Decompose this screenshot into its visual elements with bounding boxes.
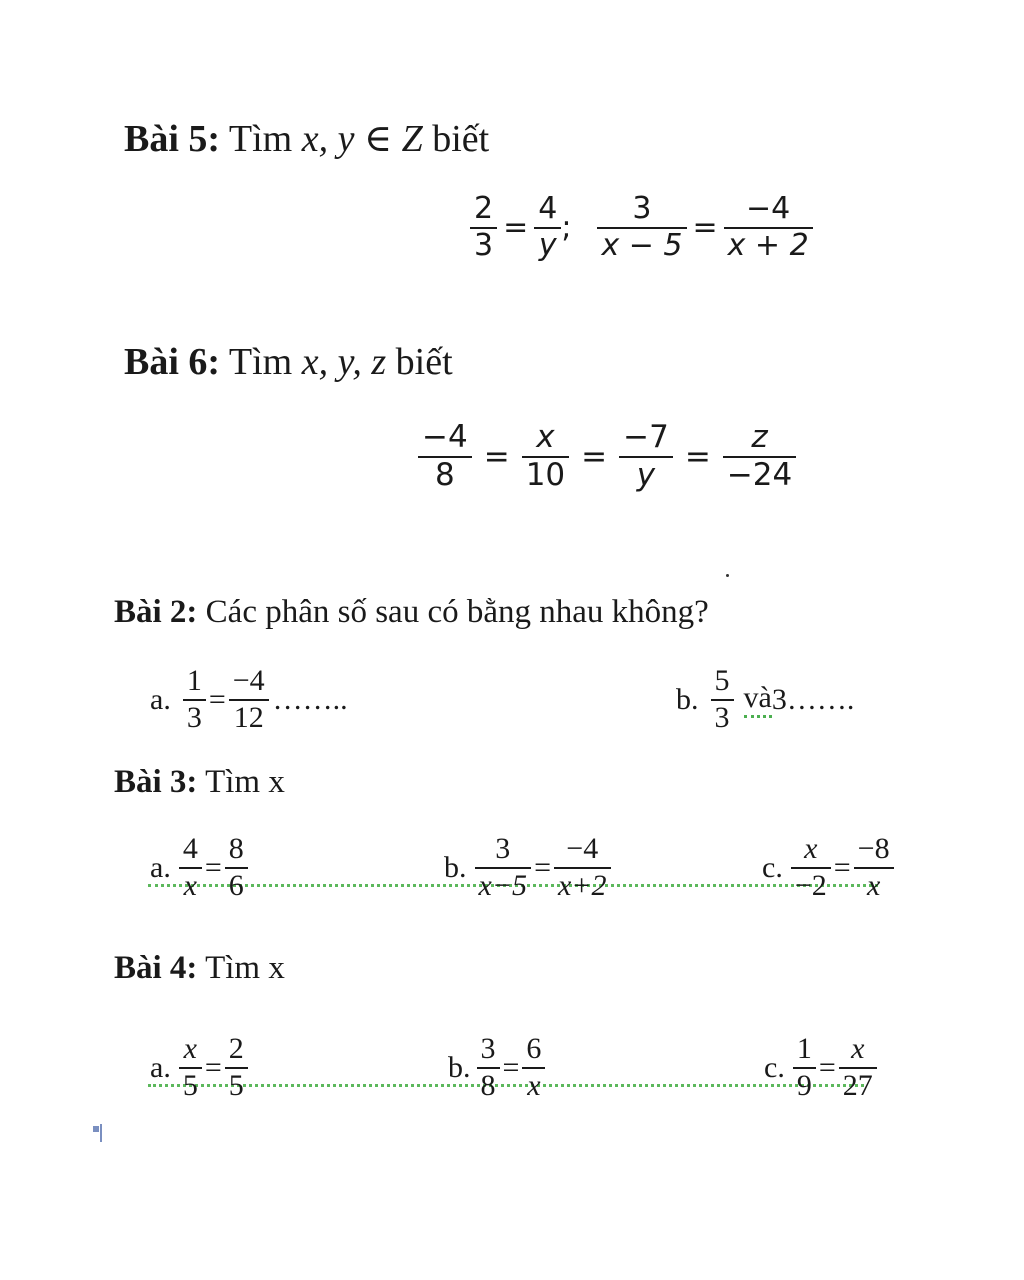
bai6-frac3: $\frac{-7}{y}$ bbox=[619, 420, 673, 493]
bai4-a-label: a. bbox=[150, 1050, 171, 1084]
bai3-b bbox=[444, 832, 611, 903]
bai3-a bbox=[150, 832, 248, 903]
bai4-b-label: b. bbox=[448, 1050, 471, 1084]
bai6-frac4: $\frac{z}{-24}$ bbox=[723, 420, 796, 493]
bai4-label: Bài 4: bbox=[114, 950, 198, 986]
bai5-eq1-sep: ; bbox=[561, 210, 572, 245]
bai6-end: biết bbox=[386, 341, 453, 383]
bai4-c bbox=[764, 1032, 877, 1103]
bai2-a-dots: …….. bbox=[272, 682, 348, 716]
bai5-equations bbox=[470, 192, 813, 263]
bai3-a-equals: = bbox=[204, 850, 222, 884]
bai3-b-equals: = bbox=[534, 850, 551, 884]
bai6-label: Bài 6: bbox=[124, 341, 221, 383]
bai6-equals-2: = bbox=[581, 438, 608, 475]
bai5-end: biết bbox=[422, 118, 490, 160]
bai2-heading bbox=[114, 594, 709, 631]
bai5-eq2-frac2: $\frac{-4}{x + 2}$ bbox=[724, 192, 813, 263]
bai2-text: Các phân số sau có bằng nhau không? bbox=[197, 594, 709, 630]
bai3-b-label: b. bbox=[444, 850, 467, 884]
bai6-frac1: $\frac{-4}{8}$ bbox=[418, 420, 472, 493]
bai3-c bbox=[762, 832, 894, 903]
bai4-heading bbox=[114, 950, 285, 987]
bai6-equals-1: = bbox=[483, 438, 510, 475]
bai4-c-equals: = bbox=[818, 1050, 836, 1084]
bai3-a-frac2: $\frac{8}{6}$ bbox=[225, 832, 248, 903]
bai2-label: Bài 2: bbox=[114, 594, 198, 630]
bai3-c-frac2: $\frac{-8}{x}$ bbox=[854, 832, 894, 903]
bai3-c-frac1: $\frac{x}{-2}$ bbox=[791, 832, 831, 903]
bai4-c-frac1: $\frac{1}{9}$ bbox=[793, 1032, 816, 1103]
bai2-b-frac: $\frac{5}{3}$ bbox=[711, 664, 734, 735]
bai6-heading bbox=[124, 340, 453, 384]
bai3-b-frac2: $\frac{-4}{x+2}$ bbox=[554, 832, 611, 903]
bai6-vars: x, y, z bbox=[301, 341, 387, 383]
bai5-in: ∈ bbox=[354, 118, 402, 160]
anchor-marker-icon bbox=[92, 1124, 104, 1146]
bai4-a-frac2: $\frac{2}{5}$ bbox=[225, 1032, 248, 1103]
bai3-a-label: a. bbox=[150, 850, 171, 884]
bai6-equals-3: = bbox=[684, 438, 711, 475]
bai2-b-va: và bbox=[744, 681, 772, 718]
bai2-a-frac2: $\frac{-4}{12}$ bbox=[229, 664, 269, 735]
bai5-label: Bài 5: bbox=[124, 118, 221, 160]
bai5-eq1-frac2: $\frac{4}{y}$ bbox=[534, 192, 561, 263]
dot-artifact bbox=[726, 574, 729, 577]
bai4-b-frac2: $\frac{6}{x}$ bbox=[522, 1032, 545, 1103]
bai4-text: Tìm x bbox=[197, 950, 285, 986]
bai3-b-frac1: $\frac{3}{x-5}$ bbox=[475, 832, 532, 903]
bai6-equation bbox=[418, 420, 796, 493]
bai5-heading bbox=[124, 116, 489, 161]
bai2-b-label: b. bbox=[676, 682, 699, 716]
bai2-a-label: a. bbox=[150, 682, 171, 716]
bai5-eq2-frac1: $\frac{3}{x - 5}$ bbox=[597, 192, 686, 263]
bai3-label: Bài 3: bbox=[114, 764, 198, 800]
bai4-c-label: c. bbox=[764, 1050, 785, 1084]
bai2-a-frac1: $\frac{1}{3}$ bbox=[183, 664, 206, 735]
bai4-b bbox=[448, 1032, 545, 1103]
bai2-a-equals: = bbox=[208, 682, 226, 716]
bai2-b-three: 3……. bbox=[771, 682, 855, 716]
bai3-text: Tìm x bbox=[197, 764, 285, 800]
bai3-c-equals: = bbox=[833, 850, 851, 884]
bai4-a bbox=[150, 1032, 248, 1103]
bai2-a bbox=[150, 664, 348, 735]
bai4-b-equals: = bbox=[502, 1050, 520, 1084]
bai3-a-frac1: $\frac{4}{x}$ bbox=[179, 832, 202, 903]
bai4-a-equals: = bbox=[204, 1050, 222, 1084]
bai3-c-label: c. bbox=[762, 850, 783, 884]
bai5-vars: x, y bbox=[301, 118, 355, 160]
bai5-eq1-equals: = bbox=[503, 210, 529, 245]
bai5-set: Z bbox=[401, 118, 423, 160]
bai3-heading bbox=[114, 764, 285, 801]
bai4-a-frac1: $\frac{x}{5}$ bbox=[179, 1032, 202, 1103]
bai5-eq1-frac1: $\frac{2}{3}$ bbox=[470, 192, 497, 263]
bai6-frac2: $\frac{x}{10}$ bbox=[522, 420, 569, 493]
bai5-text: Tìm bbox=[220, 118, 302, 160]
bai6-text: Tìm bbox=[220, 341, 302, 383]
bai4-b-frac1: $\frac{3}{8}$ bbox=[477, 1032, 500, 1103]
bai4-c-frac2: $\frac{x}{27}$ bbox=[839, 1032, 877, 1103]
bai5-eq2-equals: = bbox=[692, 210, 718, 245]
bai2-b bbox=[676, 664, 854, 735]
